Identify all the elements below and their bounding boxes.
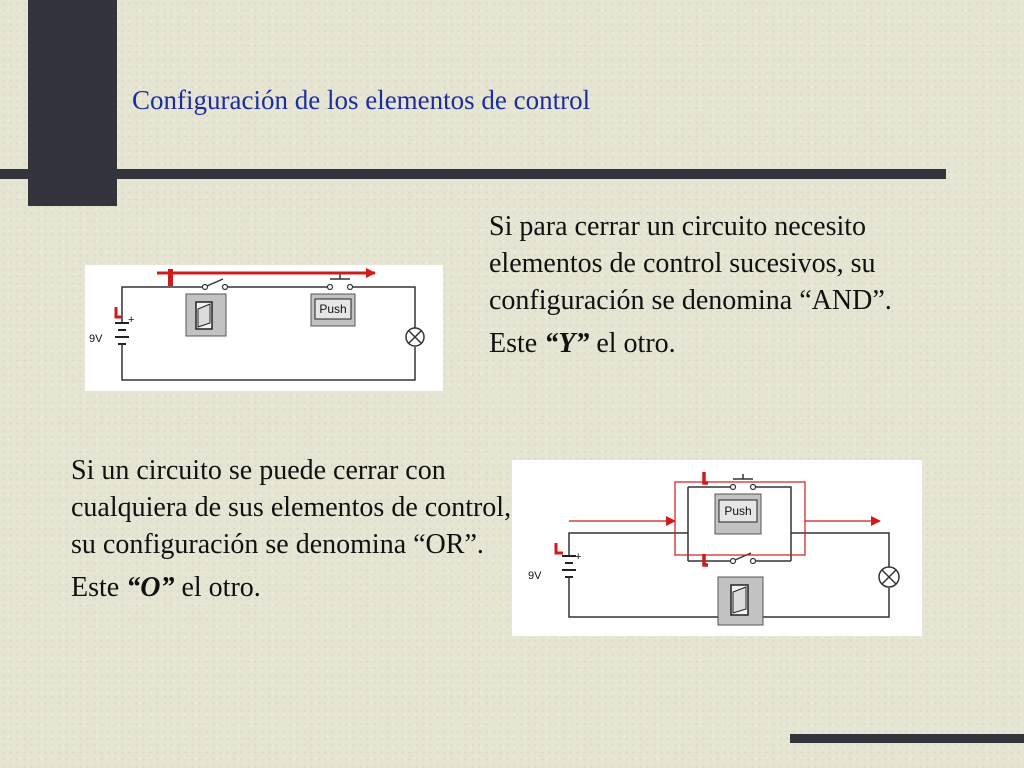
and-paragraph: Si para cerrar un circuito necesito elementos de control sucesivos, su configuración se denomina “AND”. (489, 211, 892, 316)
footer-bar (790, 734, 1024, 743)
or-push-button-icon (715, 494, 761, 534)
and-battery-red-marker (116, 307, 122, 317)
or-top-red-marker (704, 472, 708, 483)
and-wiring (122, 287, 415, 380)
and-push-button-icon (311, 294, 355, 326)
and-este-line (489, 325, 929, 362)
or-push-label: Push (724, 504, 752, 518)
or-bottom-red-marker (704, 554, 708, 565)
and-current-marker (168, 269, 173, 286)
or-battery-plus: + (575, 551, 582, 563)
title-underline-bar (0, 169, 946, 179)
or-este-emphasis: “O” (126, 572, 175, 603)
or-toggle-switch-icon (718, 577, 763, 625)
and-inline-switch-1 (203, 279, 228, 290)
and-voltage-label: 9V (89, 333, 103, 345)
and-inline-push-switch (328, 274, 353, 290)
or-este-prefix: Este (71, 572, 127, 603)
and-lamp-icon (406, 328, 424, 346)
or-lamp-icon (879, 567, 899, 587)
or-battery-icon (528, 543, 581, 587)
and-circuit-diagram (85, 265, 443, 391)
and-push-label: Push (319, 302, 347, 316)
or-paragraph: Si un circuito se puede cerrar con cualquiera de sus elementos de control, su configuración se denomina “OR”. (71, 455, 512, 560)
and-este-prefix: Este (489, 328, 545, 359)
or-description (71, 452, 531, 606)
slide-title: Configuración de los elementos de control (132, 85, 591, 115)
and-toggle-switch-icon (186, 294, 226, 336)
and-battery-icon (89, 307, 134, 350)
or-este-suffix: el otro. (174, 572, 261, 603)
and-este-emphasis: “Y” (544, 328, 590, 359)
and-battery-plus: + (128, 314, 135, 326)
or-circuit-diagram (512, 460, 922, 636)
or-este-line (71, 569, 531, 606)
or-voltage-label: 9V (528, 570, 542, 582)
and-description (489, 208, 929, 362)
and-este-suffix: el otro. (589, 328, 676, 359)
or-battery-red-marker (556, 543, 563, 553)
